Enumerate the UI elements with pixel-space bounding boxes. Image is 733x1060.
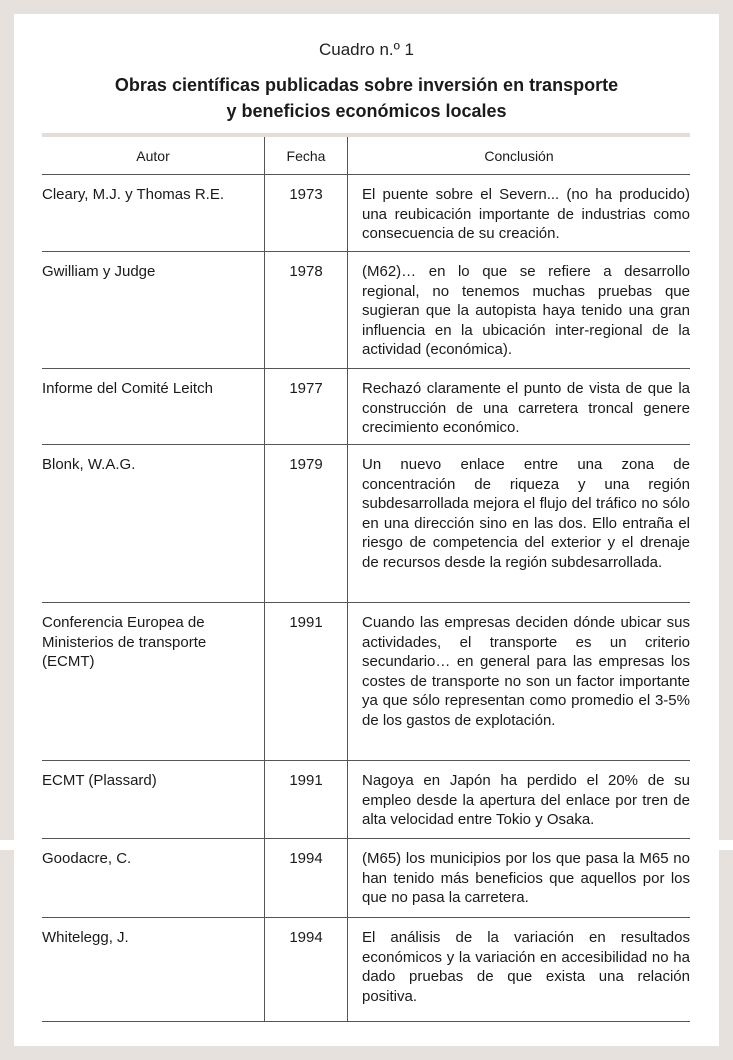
- data-table: [42, 133, 690, 1022]
- cell-fecha: 1978: [264, 252, 348, 368]
- header-fecha: Fecha: [264, 137, 348, 174]
- cell-fecha: 1979: [264, 445, 348, 602]
- cell-fecha: 1991: [264, 761, 348, 838]
- cell-autor: Blonk, W.A.G.: [42, 456, 136, 473]
- table-title: [54, 72, 679, 124]
- table-row: [42, 445, 690, 603]
- cell-fecha: 1994: [264, 918, 348, 1021]
- title-line-2: y beneficios económicos locales: [226, 101, 507, 121]
- cell-autor: Gwilliam y Judge: [42, 263, 156, 280]
- cell-conclusion: Un nuevo enlace entre una zona de concentración de riqueza y una región subdesarrollada mejora el flujo del tráfico no sólo en una dirección sino en las dos. Ello entraña el riesgo de competencia del exterior y el drenaje de recursos desde la región subdesarrollada.: [362, 456, 690, 571]
- table-row: [42, 918, 690, 1022]
- table-header-row: [42, 137, 690, 175]
- table-row: [42, 761, 690, 839]
- table-caption: Cuadro n.º 1: [318, 40, 415, 59]
- cell-autor: Goodacre, C.: [42, 850, 132, 867]
- cell-autor: Cleary, M.J. y Thomas R.E.: [42, 186, 224, 203]
- table-row: [42, 603, 690, 761]
- cell-autor: Informe del Comité Leitch: [42, 380, 213, 397]
- table-row: [42, 369, 690, 445]
- table-row: [42, 175, 690, 252]
- cell-conclusion: Nagoya en Japón ha perdido el 20% de su empleo desde la apertura del enlace por tren de alta velocidad entre Tokio y Osaka.: [362, 772, 690, 828]
- header-autor: Autor: [136, 148, 170, 164]
- cell-fecha: 1973: [264, 175, 348, 251]
- cell-conclusion: (M65) los municipios por los que pasa la M65 no han tenido más beneficios que aquellos por los que no pasa la carretera.: [362, 850, 690, 906]
- cell-conclusion: El puente sobre el Severn... (no ha producido) una reubicación importante de industrias como consecuencia de su creación.: [362, 186, 690, 242]
- table-row: [42, 839, 690, 918]
- frame-gap-right: [715, 840, 733, 850]
- cell-conclusion: Rechazó claramente el punto de vista de que la construcción de una carretera troncal genere crecimiento económico.: [362, 380, 690, 436]
- cell-conclusion: (M62)… en lo que se refiere a desarrollo regional, no tenemos muchas pruebas que sugieran que la autopista haya tenido una gran influencia en la ubicación inter-regional de la actividad (económica).: [362, 263, 690, 358]
- cell-autor: Whitelegg, J.: [42, 929, 129, 946]
- cell-fecha: 1991: [264, 603, 348, 760]
- cell-fecha: 1977: [264, 369, 348, 444]
- cell-fecha: 1994: [264, 839, 348, 917]
- title-line-1: Obras científicas publicadas sobre inversión en transporte: [114, 75, 619, 95]
- cell-conclusion: El análisis de la variación en resultados económicos y la variación en accesibilidad no ha dado pruebas de que exista una relación positiva.: [362, 929, 690, 1005]
- table-row: [42, 252, 690, 369]
- cell-autor: ECMT (Plassard): [42, 772, 157, 789]
- frame-gap-left: [0, 840, 18, 850]
- header-conclusion: Conclusión: [484, 148, 554, 164]
- cell-conclusion: Cuando las empresas deciden dónde ubicar sus actividades, el transporte es un criterio secundario… en general para las empresas los costes de transporte no son un factor importante ya que sólo representan como promedio el 3-5% de los gastos de explotación.: [362, 614, 690, 729]
- cell-autor: Conferencia Europea de Ministerios de transporte (ECMT): [42, 614, 207, 670]
